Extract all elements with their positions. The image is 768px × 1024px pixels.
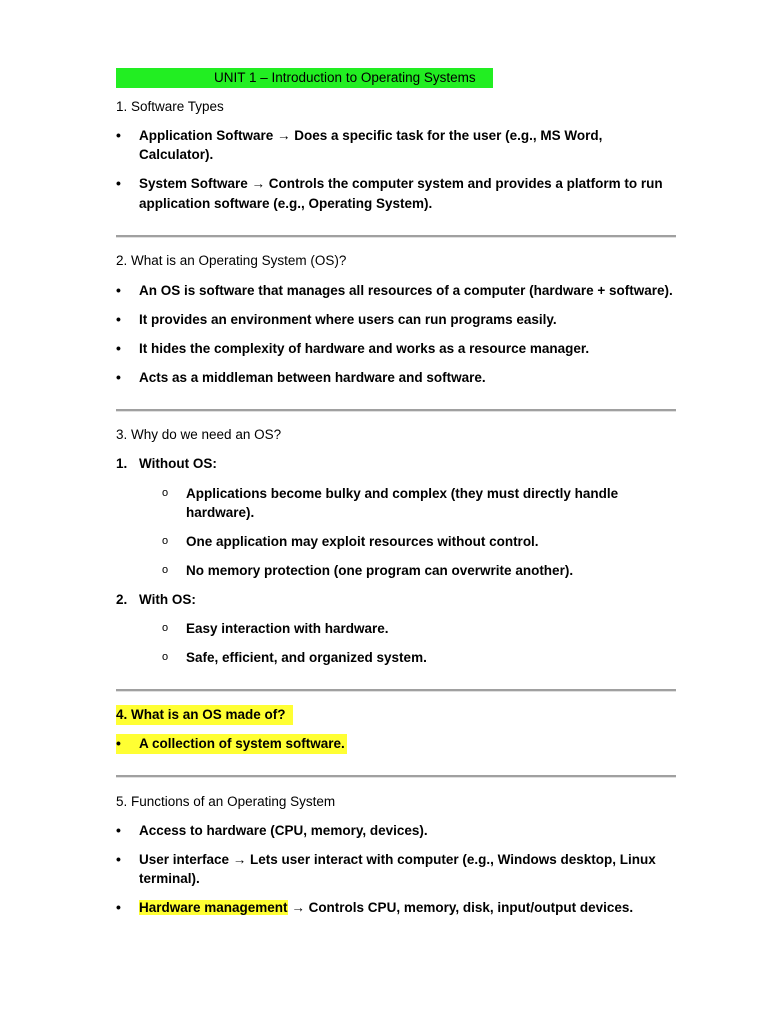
bullet-icon: • (116, 175, 121, 191)
s1-bullet-2-line-2: application software (e.g., Operating System). (139, 196, 433, 211)
s5-bullet-1: Access to hardware (CPU, memory, devices). (139, 823, 428, 838)
bullet-icon: • (116, 822, 121, 838)
bullet-icon: • (116, 735, 121, 751)
horizontal-rule (116, 409, 676, 412)
highlighted-term: Hardware management (139, 900, 288, 915)
s4-bullet-1: A collection of system software. (139, 736, 345, 751)
s3-sub-5: Safe, efficient, and organized system. (186, 650, 427, 665)
bullet-icon: • (116, 340, 121, 356)
section-2-heading: 2. What is an Operating System (OS)? (116, 253, 347, 268)
section-4-heading: 4. What is an OS made of? (116, 707, 286, 722)
s1-bullet-1-line-1: Application Software → Does a specific task for the user (e.g., MS Word, (139, 128, 603, 143)
circle-bullet-icon: o (162, 487, 169, 499)
s3-sub-4: Easy interaction with hardware. (186, 621, 389, 636)
s5-bullet-2-line-1: User interface → Lets user interact with computer (e.g., Windows desktop, Linux (139, 852, 656, 867)
circle-bullet-icon: o (162, 651, 169, 663)
section-3-heading: 3. Why do we need an OS? (116, 427, 282, 442)
circle-bullet-icon: o (162, 535, 169, 547)
numbered-item-2-number: 2. (116, 592, 128, 607)
s5-bullet-2-line-2: terminal). (139, 871, 200, 886)
horizontal-rule (116, 775, 676, 778)
s2-bullet-4: Acts as a middleman between hardware and software. (139, 370, 486, 385)
bullet-icon: • (116, 311, 121, 327)
s5-bullet-3-rest: → Controls CPU, memory, disk, input/output devices. (287, 900, 634, 915)
horizontal-rule (116, 235, 676, 238)
s2-bullet-3: It hides the complexity of hardware and works as a resource manager. (139, 341, 590, 356)
s5-bullet-3 (139, 898, 633, 917)
bullet-icon: • (116, 369, 121, 385)
numbered-item-2-label: With OS: (139, 592, 196, 607)
circle-bullet-icon: o (162, 564, 169, 576)
bullet-icon: • (116, 851, 121, 867)
numbered-item-1-number: 1. (116, 456, 128, 471)
s1-bullet-1-line-2: Calculator). (139, 147, 214, 162)
bullet-icon: • (116, 282, 121, 298)
s3-sub-2: One application may exploit resources without control. (186, 534, 539, 549)
horizontal-rule (116, 689, 676, 692)
section-5-heading: 5. Functions of an Operating System (116, 794, 336, 809)
document-title: UNIT 1 – Introduction to Operating Systems (214, 70, 476, 85)
s1-bullet-2-line-1: System Software → Controls the computer system and provides a platform to run (139, 176, 663, 191)
s2-bullet-1: An OS is software that manages all resources of a computer (hardware + software). (139, 283, 673, 298)
bullet-icon: • (116, 127, 121, 143)
numbered-item-1-label: Without OS: (139, 456, 217, 471)
s3-sub-1-line-1: Applications become bulky and complex (they must directly handle (186, 486, 619, 501)
s2-bullet-2: It provides an environment where users can run programs easily. (139, 312, 557, 327)
s3-sub-1-line-2: hardware). (186, 505, 255, 520)
bullet-icon: • (116, 899, 121, 915)
section-1-heading: 1. Software Types (116, 99, 224, 114)
s3-sub-3: No memory protection (one program can overwrite another). (186, 563, 574, 578)
circle-bullet-icon: o (162, 622, 169, 634)
